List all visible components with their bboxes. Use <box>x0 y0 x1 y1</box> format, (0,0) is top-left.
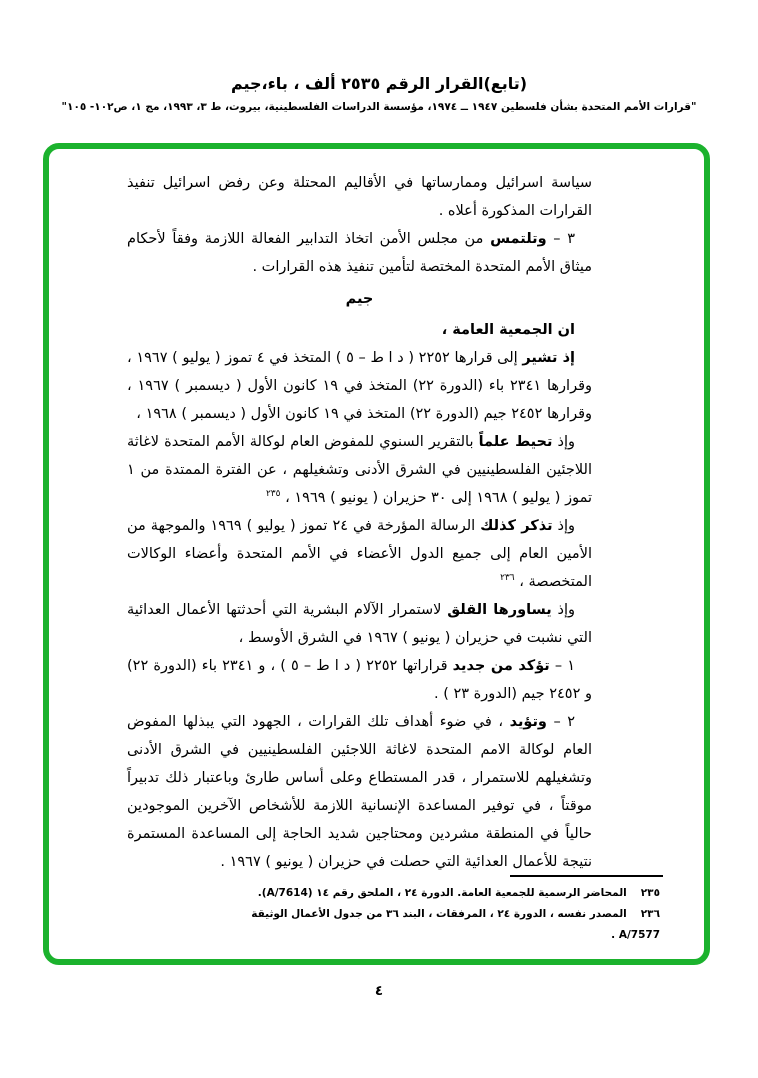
footnote-number: ٢٣٦ <box>640 908 660 920</box>
paragraph: وإذ يساورها القلق لاستمرار الآلام البشرية التي أحدثتها الأعمال العدائية التي نشبت في حزيران ( يونيو ) ١٩٦٧ في الشرق الأوسط ، <box>127 602 592 646</box>
footnote-number: ٢٣٥ <box>640 887 660 899</box>
page-title: (تابع)القرار الرقم ٢٥٣٥ ألف ، باء،جيم <box>230 74 528 93</box>
footnote-reference: ٢٣٥ <box>265 489 281 500</box>
paragraph: وإذ تذكر كذلك الرسالة المؤرخة في ٢٤ تموز ( يوليو ) ١٩٦٩ والموجهة من الأمين العام إلى جميع الدول الأعضاء في الأمم المتحدة وأعضاء الوكالات المتخصصة ، $^{٢٣٦}$ <box>127 518 592 590</box>
page-number: ٤ <box>374 983 384 999</box>
section-heading: جيم <box>345 291 374 307</box>
paragraph: وإذ تحيط علماً بالتقرير السنوي للمفوض العام لوكالة الأمم المتحدة لاغاثة اللاجئين الفلسطينيين في الشرق الأدنى وتشغيلهم ، عن الفترة الممتدة من ١ تموز ( يوليو ) ١٩٦٨ إلى ٣٠ حزيران ( يونيو ) ١٩٦٩ ، $^{٢٣٥}$ <box>127 434 592 506</box>
paragraph: ٢ – وتؤيد ، في ضوء أهداف تلك القرارات ، الجهود التي يبذلها المفوض العام لوكالة الامم المتحدة لاغاثة اللاجئين الفلسطينيين في الشرق الأدنى وتشغيلهم للاستمرار ، قدر المستطاع وعلى أساس طارئ وباعتبار ذلك تدبيراً موقتاً ، في توفير المساعدة الإنسانية اللازمة للأشخاص الآخرين الموجودين حالياً في المنطقة مشردين ومحتاجين شديد الحاجة إلى المساعدة المستمرة نتيجة للأعمال العدائية التي حصلت في حزيران ( يونيو ) ١٩٦٧ . <box>127 714 592 870</box>
resolution-body-text <box>127 169 592 876</box>
footnote <box>230 904 660 946</box>
source-citation-line: "قرارات الأمم المتحدة بشأن فلسطين ١٩٤٧ ــ ١٩٧٤، مؤسسة الدراسات الفلسطينية، بيروت، ط ٣، ١٩٩٣، مج ١، ص١٠٢- ١٠٥" <box>61 101 697 113</box>
footnote-reference: ٢٣٦ <box>500 573 515 584</box>
footnote-separator-rule <box>510 875 663 877</box>
paragraph: ١ – تؤكد من جديد قراراتها ٢٢٥٢ ( د ا ط – ٥ ) ، و ٢٣٤١ باء (الدورة ٢٢) و ٢٤٥٢ جيم (الدورة ٢٣ ) . <box>127 658 592 702</box>
paragraph: إذ تشير إلى قرارها ٢٢٥٢ ( د ا ط – ٥ ) المتخذ في ٤ تموز ( يوليو ) ١٩٦٧ ، وقرارها ٢٣٤١ باء (الدورة ٢٢) المتخذ في ١٩ كانون الأول ( ديسمبر ) ١٩٦٧ ، وقرارها ٢٤٥٢ جيم (الدورة ٢٢) المتخذ في ١٩ كانون الأول ( ديسمبر ) ١٩٦٨ ، <box>127 350 593 422</box>
content-border-box <box>43 143 710 965</box>
paragraph: سياسة اسرائيل وممارساتها في الأقاليم المحتلة وعن رفض اسرائيل تنفيذ القرارات المذكورة أعلاه . <box>127 175 592 219</box>
footnotes-block <box>230 883 660 946</box>
footnote-text: المصدر نفسه ، الدورة ٢٤ ، المرفقات ، البند ٣٦ من جدول الأعمال الوثيقة A/7577 . <box>251 908 660 941</box>
paragraph: ٣ – وتلتمس من مجلس الأمن اتخاذ التدابير الفعالة اللازمة وفقاً لأحكام ميثاق الأمم المتحدة المختصة لتأمين تنفيذ هذه القرارات . <box>127 231 592 275</box>
paragraph: ان الجمعية العامة ، <box>441 322 575 338</box>
footnote-text: المحاضر الرسمية للجمعية العامة. الدورة ٢٤ ، الملحق رقم ١٤ (A/7614). <box>257 887 627 899</box>
footnote <box>230 883 660 904</box>
